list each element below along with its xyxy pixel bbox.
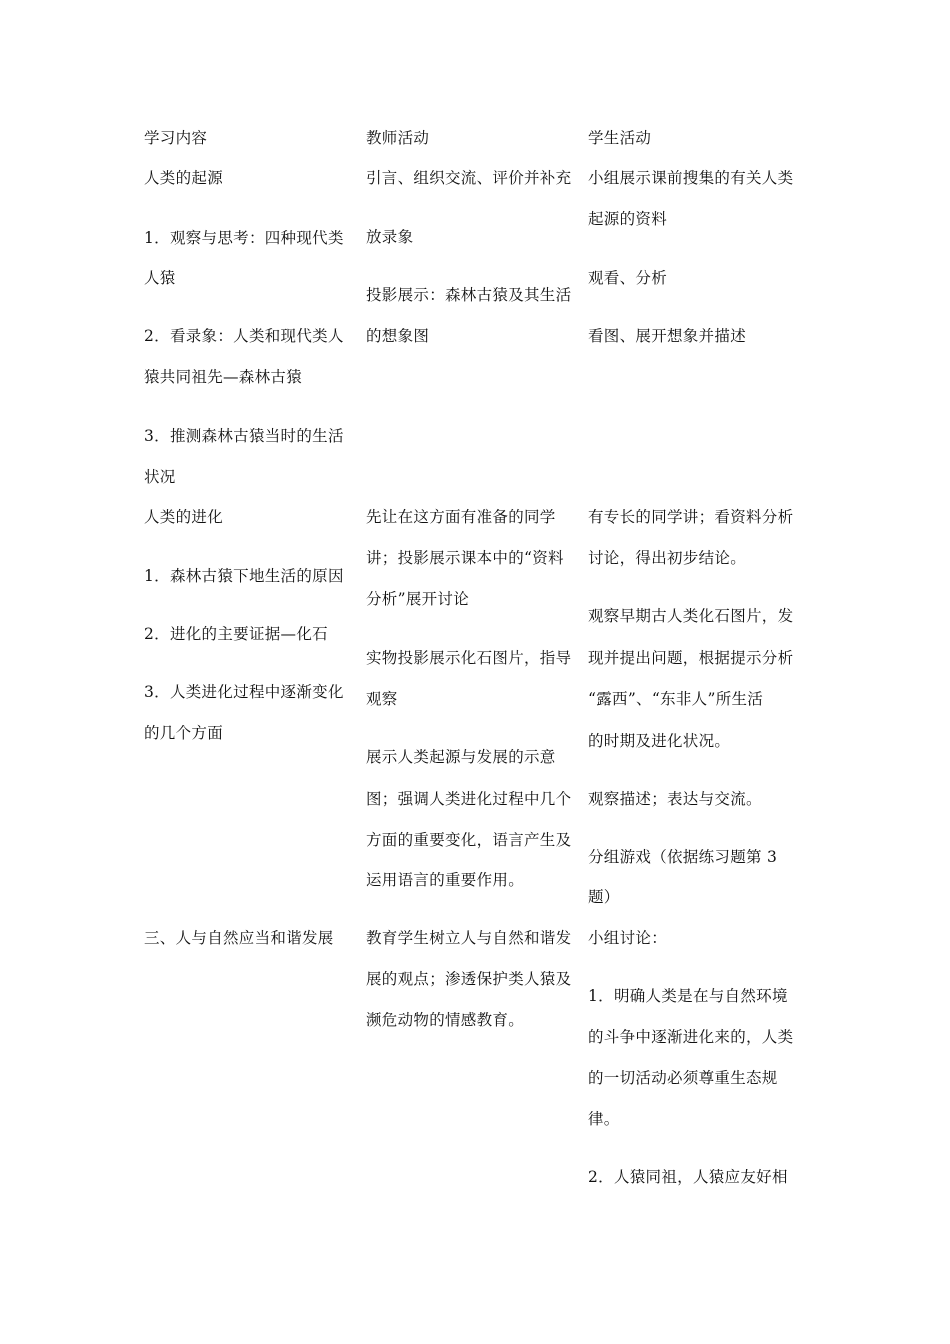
teacher-line: 的想象图 xyxy=(366,327,430,345)
teacher-line: 先让在这方面有准备的同学 xyxy=(366,508,556,526)
teacher-line: 实物投影展示化石图片，指导 xyxy=(366,649,572,667)
teacher-line: 展的观点；渗透保护类人猿及 xyxy=(366,970,572,988)
content-line: 1．观察与思考：四种现代类 xyxy=(144,229,344,247)
student-line: 观察早期古人类化石图片，发 xyxy=(588,607,794,625)
student-line: 观察描述；表达与交流。 xyxy=(588,790,762,808)
content-line: 三、人与自然应当和谐发展 xyxy=(144,929,334,947)
student-line: 分组游戏（依据练习题第 3 xyxy=(588,848,778,866)
student-line: 的一切活动必须尊重生态规 xyxy=(588,1069,778,1087)
content-line: 2．看录象：人类和现代类人 xyxy=(144,327,344,345)
teacher-line: 图；强调人类进化过程中几个 xyxy=(366,790,572,808)
content-line: 1．森林古猿下地生活的原因 xyxy=(144,567,344,585)
content-line: 的几个方面 xyxy=(144,724,224,742)
teacher-line: 观察 xyxy=(366,690,398,708)
student-line: 小组展示课前搜集的有关人类 xyxy=(588,169,794,187)
teacher-line: 分析”展开讨论 xyxy=(366,590,470,608)
student-line: 观看、分析 xyxy=(588,269,668,287)
student-line: 起源的资料 xyxy=(588,210,668,228)
header-student-activity: 学生活动 xyxy=(588,129,652,147)
student-line: 律。 xyxy=(588,1110,620,1128)
student-line: “露西”、“东非人”所生活 xyxy=(588,690,764,708)
teacher-line: 展示人类起源与发展的示意 xyxy=(366,748,556,766)
student-line: 的斗争中逐渐进化来的，人类 xyxy=(588,1028,794,1046)
content-line: 猿共同祖先—森林古猿 xyxy=(144,368,303,386)
student-line: 小组讨论： xyxy=(588,929,668,947)
student-line: 的时期及进化状况。 xyxy=(588,732,731,750)
teacher-line: 濒危动物的情感教育。 xyxy=(366,1011,525,1029)
student-line: 有专长的同学讲；看资料分析 xyxy=(588,508,794,526)
content-line: 2．进化的主要证据—化石 xyxy=(144,625,328,643)
content-line: 状况 xyxy=(144,468,176,486)
content-line: 3．人类进化过程中逐渐变化 xyxy=(144,683,344,701)
teacher-line: 引言、组织交流、评价并补充 xyxy=(366,169,572,187)
student-line: 看图、展开想象并描述 xyxy=(588,327,747,345)
content-line: 人类的进化 xyxy=(144,508,224,526)
content-line: 3．推测森林古猿当时的生活 xyxy=(144,427,344,445)
teacher-line: 放录象 xyxy=(366,228,414,246)
content-line: 人猿 xyxy=(144,269,176,287)
teacher-line: 投影展示：森林古猿及其生活 xyxy=(366,286,572,304)
header-learning-content: 学习内容 xyxy=(144,129,208,147)
student-line: 1．明确人类是在与自然环境 xyxy=(588,987,788,1005)
student-line: 现并提出问题，根据提示分析 xyxy=(588,649,794,667)
content-line: 人类的起源 xyxy=(144,169,224,187)
header-teacher-activity: 教师活动 xyxy=(366,129,430,147)
teacher-line: 运用语言的重要作用。 xyxy=(366,871,525,889)
student-line: 2．人猿同祖，人猿应友好相 xyxy=(588,1168,788,1186)
student-line: 题） xyxy=(588,888,620,906)
teacher-line: 教育学生树立人与自然和谐发 xyxy=(366,929,572,947)
teacher-line: 讲；投影展示课本中的“资料 xyxy=(366,549,564,567)
teacher-line: 方面的重要变化，语言产生及 xyxy=(366,831,572,849)
student-line: 讨论，得出初步结论。 xyxy=(588,549,747,567)
